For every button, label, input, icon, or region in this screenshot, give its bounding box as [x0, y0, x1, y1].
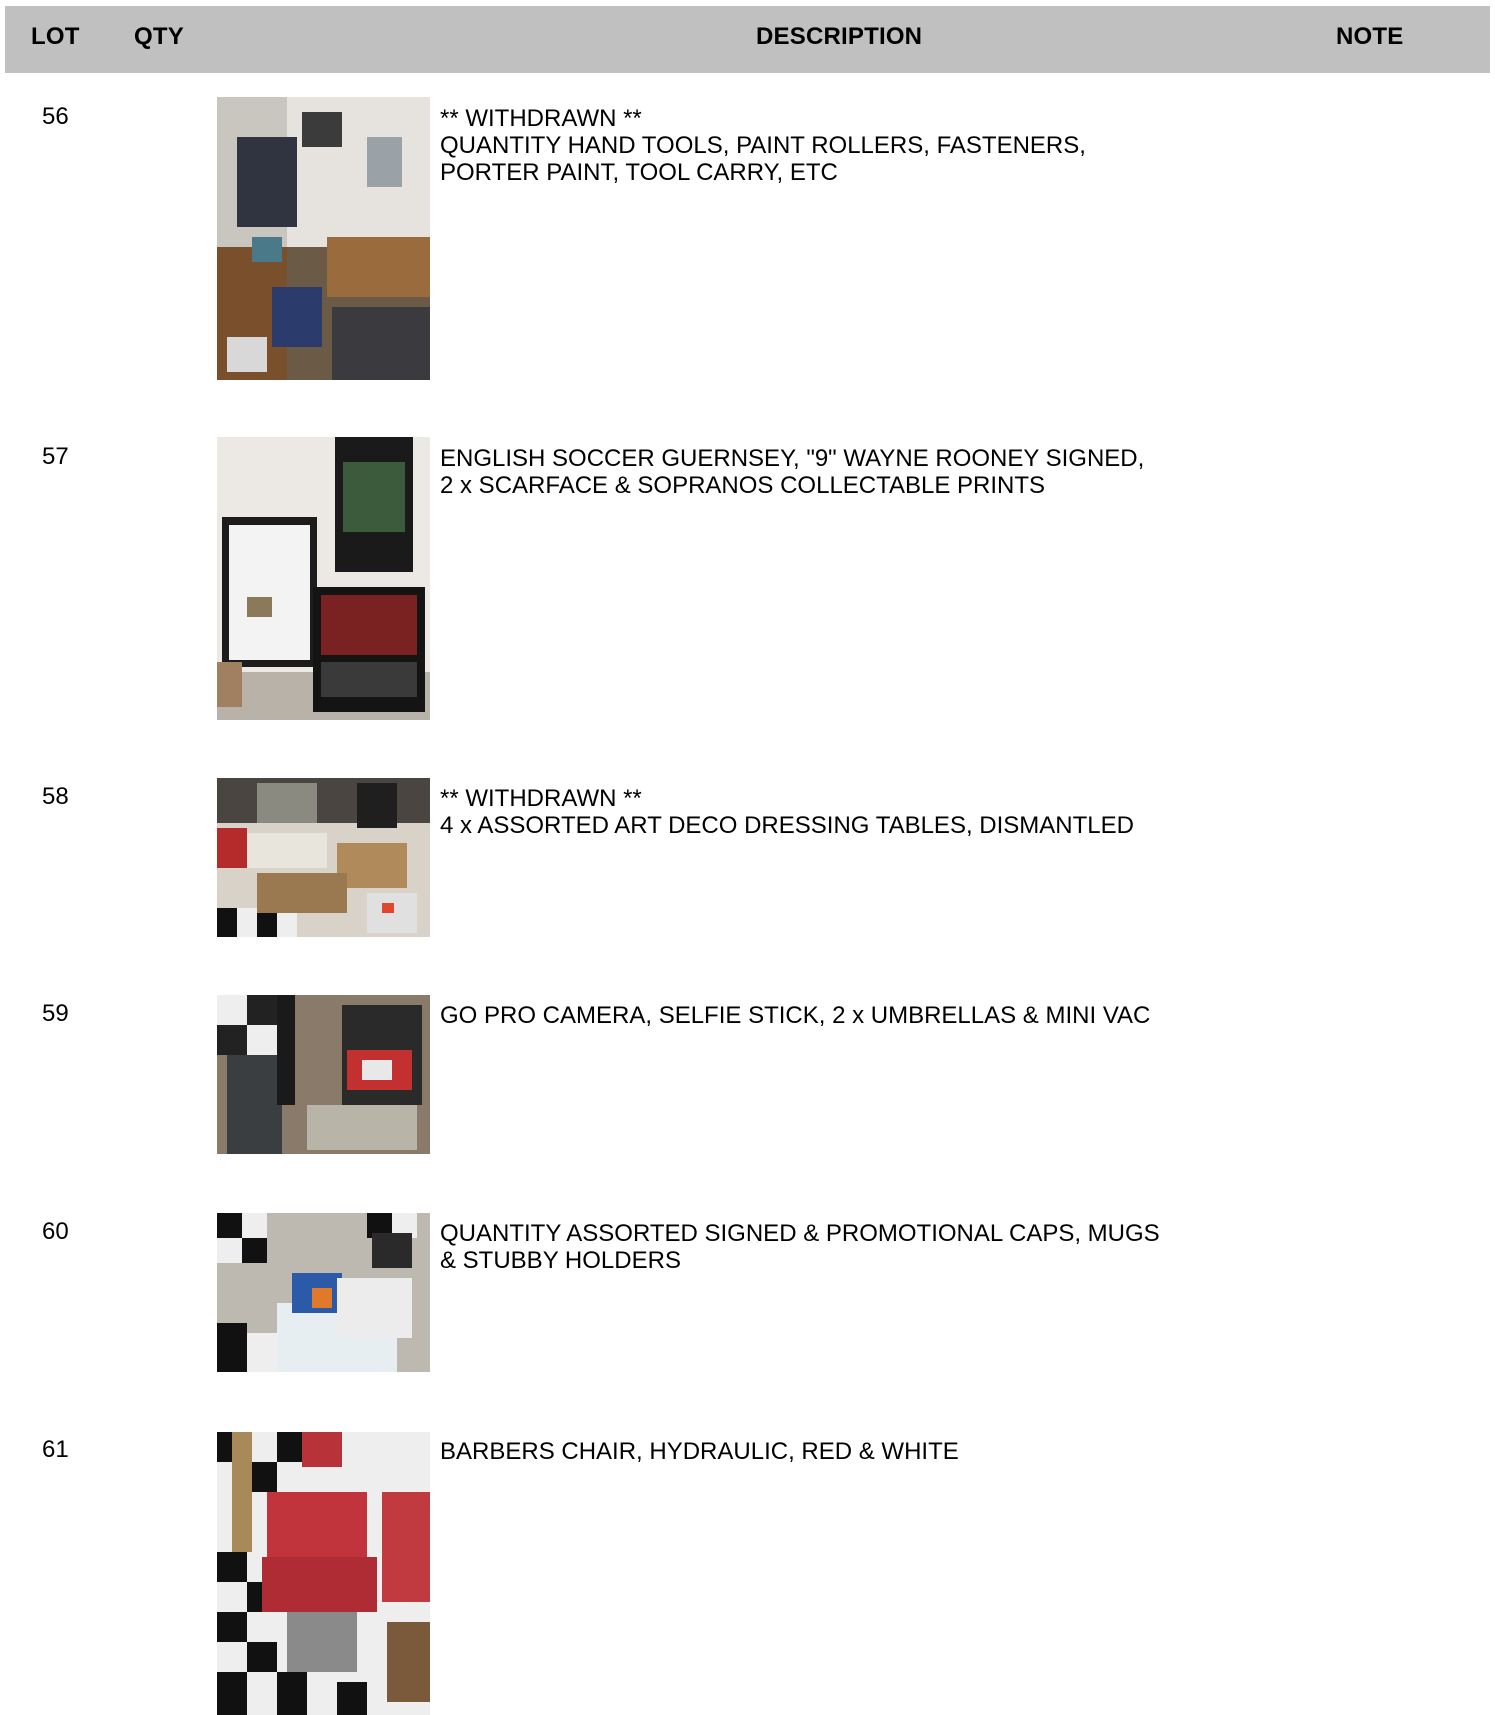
lot-number: 56 [42, 103, 69, 130]
lot-description [440, 1220, 1160, 1274]
lot-column-header: LOT [31, 23, 80, 50]
description-line: ** WITHDRAWN ** [440, 785, 642, 812]
lot-number: 60 [42, 1218, 69, 1245]
description-line: 4 x ASSORTED ART DECO DRESSING TABLES, DISMANTLED [440, 812, 1134, 839]
description-column-header: DESCRIPTION [756, 23, 923, 50]
lot-description [440, 1002, 1150, 1029]
description-line: & STUBBY HOLDERS [440, 1247, 681, 1274]
hand-tools-photo[interactable] [217, 97, 430, 380]
lot-description [440, 445, 1144, 499]
description-line: 2 x SCARFACE & SOPRANOS COLLECTABLE PRINTS [440, 472, 1046, 499]
table-header [5, 6, 1490, 73]
lot-number: 57 [42, 443, 69, 470]
note-column-header: NOTE [1336, 23, 1404, 50]
description-line: QUANTITY ASSORTED SIGNED & PROMOTIONAL CAPS, MUGS [440, 1220, 1160, 1247]
lot-number: 59 [42, 1000, 69, 1027]
barbers-chair-photo[interactable] [217, 1432, 430, 1715]
lot-description [440, 1438, 959, 1465]
description-line: ** WITHDRAWN ** [440, 105, 642, 132]
lot-number: 58 [42, 783, 69, 810]
gopro-camera-photo[interactable] [217, 995, 430, 1154]
description-line: QUANTITY HAND TOOLS, PAINT ROLLERS, FASTENERS, [440, 132, 1086, 159]
qty-column-header: QTY [134, 23, 184, 50]
lot-description [440, 105, 1086, 186]
description-line: ENGLISH SOCCER GUERNSEY, "9" WAYNE ROONEY SIGNED, [440, 445, 1145, 472]
soccer-jersey-photo[interactable] [217, 437, 430, 720]
description-line: PORTER PAINT, TOOL CARRY, ETC [440, 159, 838, 186]
lot-number: 61 [42, 1436, 69, 1463]
dressing-tables-photo[interactable] [217, 778, 430, 937]
description-line: GO PRO CAMERA, SELFIE STICK, 2 x UMBRELLAS & MINI VAC [440, 1002, 1151, 1029]
description-line: BARBERS CHAIR, HYDRAULIC, RED & WHITE [440, 1438, 959, 1465]
lot-description [440, 785, 1134, 839]
caps-mugs-photo[interactable] [217, 1213, 430, 1372]
